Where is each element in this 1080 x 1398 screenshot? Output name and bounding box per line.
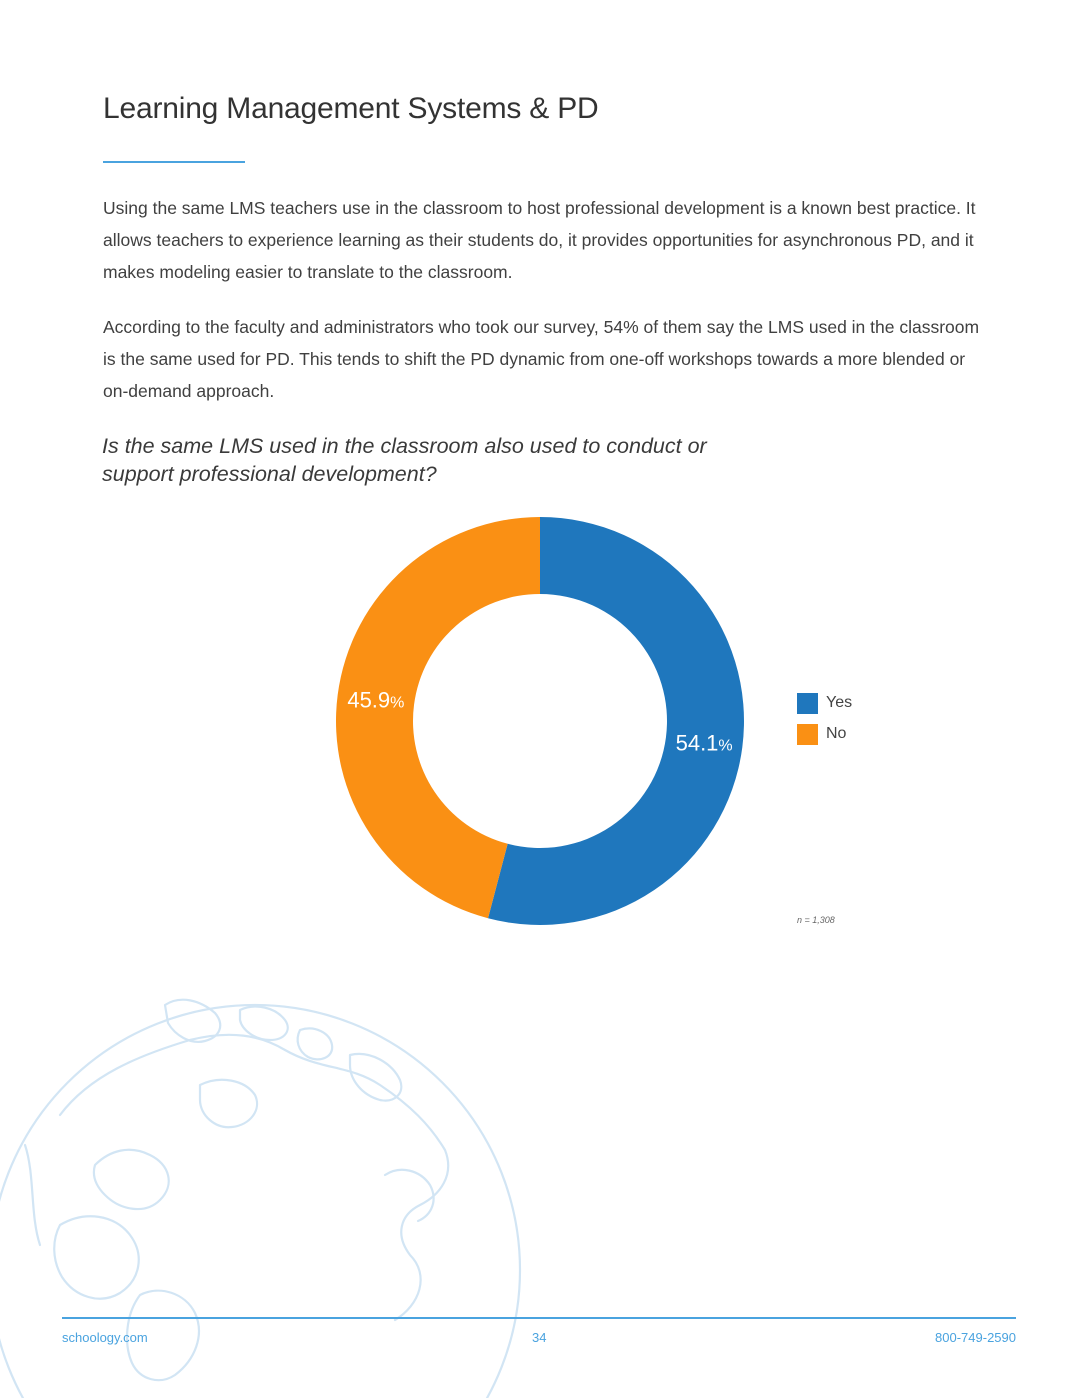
footer-phone: 800-749-2590 [935,1330,1016,1345]
intro-paragraph: Using the same LMS teachers use in the classroom to host professional development is a known best practice. It allows teachers to experience learning as their students do, it provides opportunities for asynchronous PD, and it makes modeling easier to translate to the classroom. [103,198,976,282]
footer-website-link[interactable]: schoology.com [62,1330,148,1345]
page-title: Learning Management Systems & PD [103,92,599,125]
legend-swatch-yes [797,693,818,714]
chart-question: Is the same LMS used in the classroom also used to conduct or support professional development? [102,434,707,486]
legend-swatch-no [797,724,818,745]
legend-label-yes: Yes [826,694,853,711]
donut-chart [320,505,760,945]
slice-label-yes: 54.1% [675,730,733,756]
chart-legend [797,693,852,755]
survey-paragraph: According to the faculty and administrators who took our survey, 54% of them say the LMS used in the classroom is the same used for PD. This tends to shift the PD dynamic from one-off workshops towards a more blended or on-demand approach. [103,317,980,401]
legend-item-yes [797,693,852,713]
legend-label-no: No [826,725,847,742]
slice-label-no: 45.9% [347,687,405,713]
footer-divider [62,1317,1016,1319]
legend-item-no [797,724,852,744]
title-underline [103,161,245,163]
sample-size-note: n = 1,308 [797,915,835,925]
footer-page-number: 34 [532,1330,547,1345]
